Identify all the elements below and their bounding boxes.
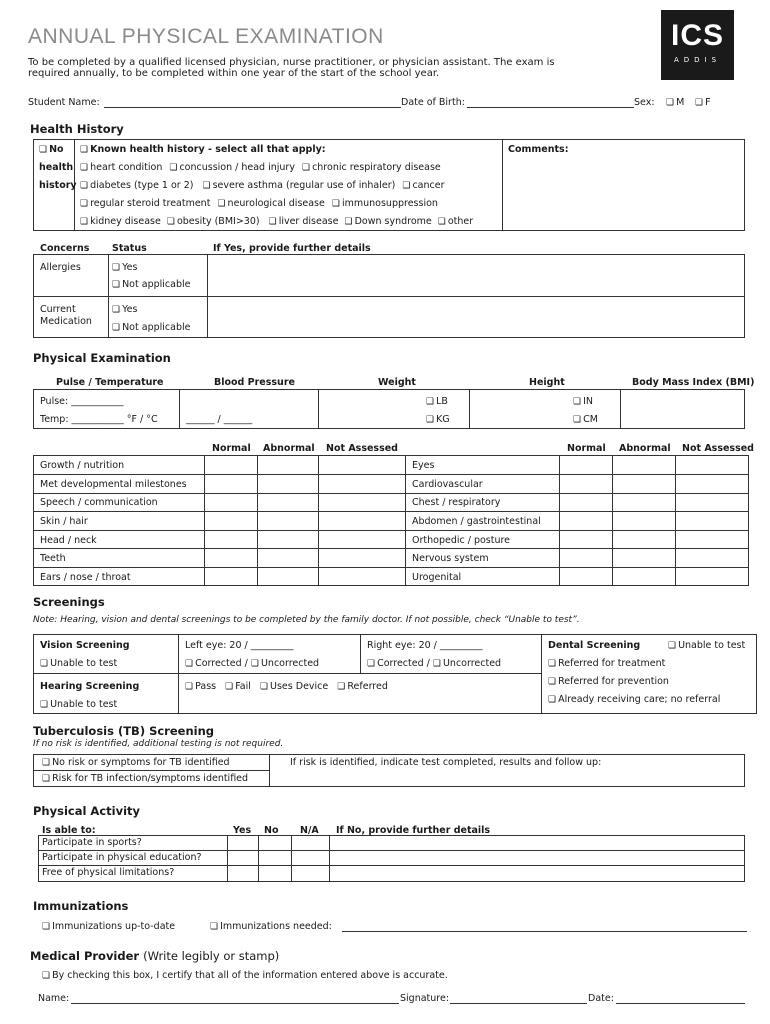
liver-checkbox[interactable]: ❏ liver disease: [269, 216, 339, 227]
weight-header: Weight: [378, 377, 416, 388]
comments-label: Comments:: [508, 144, 569, 155]
bmi-header: Body Mass Index (BMI): [632, 377, 755, 388]
exam-right-item: Urogenital: [412, 572, 462, 583]
activity-row: Participate in physical education?: [42, 852, 202, 863]
exam-right-item: Orthopedic / posture: [412, 535, 511, 546]
neurological-checkbox[interactable]: ❏ neurological disease: [217, 198, 324, 209]
bp-field[interactable]: ______ / ______: [186, 414, 253, 425]
sex-female-checkbox[interactable]: ❏ F: [695, 97, 711, 109]
tb-follow-up-label: If risk is identified, indicate test completed, results and follow up:: [290, 757, 602, 768]
tb-heading: Tuberculosis (TB) Screening: [33, 724, 214, 738]
tb-no-risk-checkbox[interactable]: ❏ No risk or symptoms for TB identified: [42, 757, 230, 769]
medication-label-1: Current: [40, 304, 76, 315]
dental-treatment-checkbox[interactable]: ❏ Referred for treatment: [548, 658, 665, 670]
left-abnormal-header: Abnormal: [263, 443, 315, 454]
right-not-assessed-header: Not Assessed: [682, 443, 754, 454]
activity-able-header: Is able to:: [42, 825, 96, 836]
asthma-checkbox[interactable]: ❏ severe asthma (regular use of inhaler): [203, 180, 396, 191]
down-syndrome-checkbox[interactable]: ❏ Down syndrome: [344, 216, 431, 227]
medication-label-2: Medication: [40, 316, 92, 327]
activity-row: Free of physical limitations?: [42, 867, 175, 878]
provider-signature-label: Signature:: [400, 993, 450, 1004]
page-title: ANNUAL PHYSICAL EXAMINATION: [28, 25, 384, 48]
status-header: Status: [112, 243, 147, 254]
immunosuppression-checkbox[interactable]: ❏ immunosuppression: [332, 198, 438, 209]
concerns-header: Concerns: [40, 243, 90, 254]
left-not-assessed-header: Not Assessed: [326, 443, 398, 454]
exam-right-item: Chest / respiratory: [412, 497, 501, 508]
tb-note: If no risk is identified, additional testing is not required.: [33, 739, 284, 749]
allergies-label: Allergies: [40, 262, 81, 273]
other-checkbox[interactable]: ❏ other: [438, 216, 473, 227]
medication-yes-checkbox[interactable]: ❏ Yes: [112, 304, 137, 316]
history-row-4: [80, 216, 473, 228]
diabetes-checkbox[interactable]: ❏ diabetes (type 1 or 2): [80, 180, 193, 191]
provider-date-field[interactable]: [616, 1003, 745, 1004]
school-logo: [661, 10, 734, 80]
provider-heading: [30, 950, 279, 964]
immunizations-heading: Immunizations: [33, 899, 129, 913]
student-name-label: Student Name:: [28, 97, 100, 108]
immunizations-up-to-date-checkbox[interactable]: ❏ Immunizations up-to-date: [42, 921, 175, 933]
hearing-referred-checkbox[interactable]: ❏ Referred: [337, 681, 388, 692]
certify-checkbox[interactable]: ❏ By checking this box, I certify that all of the information entered above is accurate.: [42, 970, 448, 982]
dental-prevention-checkbox[interactable]: ❏ Referred for prevention: [548, 676, 669, 688]
pulse-field[interactable]: Pulse: ___________: [40, 396, 124, 407]
physical-exam-heading: Physical Examination: [33, 351, 171, 365]
hearing-device-checkbox[interactable]: ❏ Uses Device: [260, 681, 328, 692]
activity-details-header: If No, provide further details: [336, 825, 491, 836]
screenings-heading: Screenings: [33, 595, 105, 609]
history-row-2: [80, 180, 444, 192]
provider-name-field[interactable]: [71, 1003, 399, 1004]
immunizations-needed-checkbox[interactable]: ❏ Immunizations needed:: [210, 921, 332, 933]
exam-right-item: Nervous system: [412, 553, 489, 564]
activity-row: Participate in sports?: [42, 837, 142, 848]
temp-field[interactable]: Temp: ___________ °F / °C: [40, 414, 158, 425]
provider-heading-note: (Write legibly or stamp): [143, 949, 280, 963]
known-history-checkbox[interactable]: ❏ Known health history - select all that apply:: [80, 144, 326, 156]
left-uncorrected-checkbox[interactable]: ❏ Uncorrected: [251, 658, 319, 669]
health-history-heading: Health History: [30, 122, 124, 136]
pulse-temp-header: Pulse / Temperature: [56, 377, 164, 388]
history-word: history: [39, 180, 77, 191]
activity-heading: Physical Activity: [33, 804, 141, 818]
dob-field[interactable]: [467, 107, 634, 108]
hearing-pass-checkbox[interactable]: ❏ Pass: [185, 681, 216, 692]
sex-label: Sex:: [634, 97, 655, 108]
sex-male-checkbox[interactable]: ❏ M: [666, 97, 684, 109]
exam-left-item: Head / neck: [40, 535, 97, 546]
exam-left-item: Ears / nose / throat: [40, 572, 131, 583]
activity-yes-header: Yes: [233, 825, 252, 836]
weight-kg-checkbox[interactable]: ❏ KG: [426, 414, 450, 426]
left-eye-field[interactable]: Left eye: 20 / _________: [185, 640, 294, 651]
right-corrected-checkbox[interactable]: ❏ Corrected /: [367, 658, 430, 669]
exam-left-item: Skin / hair: [40, 516, 88, 527]
immunizations-needed-field[interactable]: [342, 931, 747, 932]
dental-care-checkbox[interactable]: ❏ Already receiving care; no referral: [548, 694, 720, 706]
left-normal-header: Normal: [212, 443, 251, 454]
height-in-checkbox[interactable]: ❏ IN: [573, 396, 593, 408]
dob-label: Date of Birth:: [401, 97, 465, 108]
student-name-field[interactable]: [104, 107, 401, 108]
allergies-na-checkbox[interactable]: ❏ Not applicable: [112, 279, 190, 291]
hearing-fail-checkbox[interactable]: ❏ Fail: [225, 681, 251, 692]
exam-left-item: Teeth: [40, 553, 66, 564]
history-row-1: [80, 162, 441, 174]
hearing-screening-label: Hearing Screening: [40, 681, 140, 692]
right-uncorrected-checkbox[interactable]: ❏ Uncorrected: [433, 658, 501, 669]
steroid-checkbox[interactable]: ❏ regular steroid treatment: [80, 198, 210, 209]
exam-right-item: Eyes: [412, 460, 435, 471]
intro-line-1: To be completed by a qualified licensed physician, nurse practitioner, or physician assistant. The exam is: [28, 57, 555, 68]
dental-unable-checkbox[interactable]: ❏ Unable to test: [668, 640, 745, 652]
cancer-checkbox[interactable]: ❏ cancer: [402, 180, 444, 191]
right-abnormal-header: Abnormal: [619, 443, 671, 454]
vision-screening-label: Vision Screening: [40, 640, 130, 651]
exam-left-item: Speech / communication: [40, 497, 158, 508]
hearing-unable-checkbox[interactable]: ❏ Unable to test: [40, 699, 117, 711]
logo-text-bottom: ADDIS: [673, 56, 722, 64]
vision-unable-checkbox[interactable]: ❏ Unable to test: [40, 658, 117, 670]
activity-no-header: No: [264, 825, 279, 836]
health-word: health: [39, 162, 74, 173]
kidney-checkbox[interactable]: ❏ kidney disease: [80, 216, 161, 227]
allergies-yes-checkbox[interactable]: ❏ Yes: [112, 262, 137, 274]
right-eye-correction: [367, 658, 501, 670]
hearing-options: [185, 681, 388, 693]
heart-condition-checkbox[interactable]: ❏ heart condition: [80, 162, 162, 173]
right-eye-field[interactable]: Right eye: 20 / _________: [367, 640, 483, 651]
medication-na-checkbox[interactable]: ❏ Not applicable: [112, 322, 190, 334]
obesity-checkbox[interactable]: ❏ obesity (BMI>30): [167, 216, 260, 227]
blood-pressure-header: Blood Pressure: [214, 377, 295, 388]
no-history-checkbox[interactable]: ❏ No: [39, 144, 64, 156]
height-header: Height: [529, 377, 565, 388]
provider-date-label: Date:: [588, 993, 614, 1004]
dental-screening-label: Dental Screening: [548, 640, 641, 651]
left-corrected-checkbox[interactable]: ❏ Corrected /: [185, 658, 248, 669]
provider-signature-field[interactable]: [450, 1003, 587, 1004]
exam-left-item: Met developmental milestones: [40, 479, 187, 490]
tb-risk-checkbox[interactable]: ❏ Risk for TB infection/symptoms identified: [42, 773, 248, 785]
exam-left-item: Growth / nutrition: [40, 460, 125, 471]
exam-right-item: Cardiovascular: [412, 479, 483, 490]
intro-line-2: required annually, to be completed within one year of the start of the school year.: [28, 68, 440, 79]
screenings-note: Note: Hearing, vision and dental screenings to be completed by the family doctor. If not possible, check “Unable to test”.: [33, 615, 580, 625]
height-cm-checkbox[interactable]: ❏ CM: [573, 414, 598, 426]
details-header: If Yes, provide further details: [213, 243, 371, 254]
provider-heading-text: Medical Provider: [30, 949, 140, 963]
logo-text-top: ICS: [670, 19, 724, 52]
history-row-3: [80, 198, 438, 210]
provider-name-label: Name:: [38, 993, 70, 1004]
left-eye-correction: [185, 658, 319, 670]
activity-na-header: N/A: [300, 825, 319, 836]
respiratory-checkbox[interactable]: ❏ chronic respiratory disease: [302, 162, 441, 173]
right-normal-header: Normal: [567, 443, 606, 454]
concussion-checkbox[interactable]: ❏ concussion / head injury: [169, 162, 295, 173]
exam-right-item: Abdomen / gastrointestinal: [412, 516, 541, 527]
weight-lb-checkbox[interactable]: ❏ LB: [426, 396, 448, 408]
